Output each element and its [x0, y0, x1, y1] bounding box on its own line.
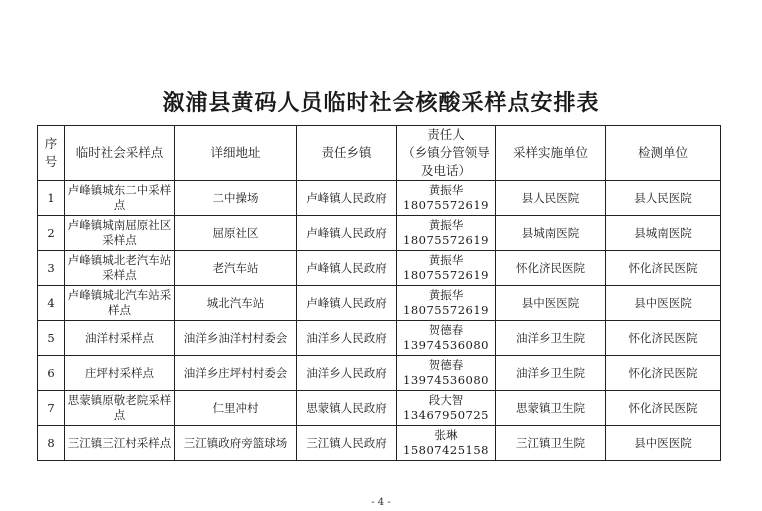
- contact-phone: 13467950725: [403, 408, 489, 422]
- row-unit: 油洋乡卫生院: [496, 356, 606, 391]
- row-lab: 县中医医院: [606, 426, 721, 461]
- header-contact: [397, 126, 496, 181]
- header-site: 临时社会采样点: [65, 126, 175, 181]
- row-lab: 怀化济民医院: [606, 251, 721, 286]
- table-row: [38, 426, 721, 461]
- row-township: 思蒙镇人民政府: [297, 391, 397, 426]
- row-lab: 县人民医院: [606, 181, 721, 216]
- contact-phone: 13974536080: [403, 338, 489, 352]
- row-site: 油洋村采样点: [65, 321, 175, 356]
- header-contact-line: 责任人: [427, 127, 465, 142]
- row-unit: 县城南医院: [496, 216, 606, 251]
- row-address: 三江镇政府旁篮球场: [175, 426, 297, 461]
- row-contact: [397, 181, 496, 216]
- header-township: 责任乡镇: [297, 126, 397, 181]
- row-lab: 县城南医院: [606, 216, 721, 251]
- row-contact: [397, 426, 496, 461]
- row-lab: 怀化济民医院: [606, 321, 721, 356]
- header-seq: 序号: [38, 126, 65, 181]
- row-contact: [397, 286, 496, 321]
- contact-phone: 18075572619: [403, 268, 489, 282]
- table-row: [38, 181, 721, 216]
- row-unit: 怀化济民医院: [496, 251, 606, 286]
- row-contact: [397, 356, 496, 391]
- contact-person: 黄振华: [428, 183, 464, 197]
- row-lab: 怀化济民医院: [606, 356, 721, 391]
- row-site: 卢峰镇城南屈原社区采样点: [65, 216, 175, 251]
- row-township: 油洋乡人民政府: [297, 356, 397, 391]
- table-row: [38, 251, 721, 286]
- row-site: 卢峰镇城北老汽车站采样点: [65, 251, 175, 286]
- table-row: [38, 216, 721, 251]
- row-township: 卢峰镇人民政府: [297, 216, 397, 251]
- contact-phone: 15807425158: [403, 443, 489, 457]
- row-contact: [397, 391, 496, 426]
- contact-person: 黄振华: [428, 253, 464, 267]
- contact-person: 贺德春: [428, 358, 464, 372]
- table-header-row: [38, 126, 721, 181]
- row-site: 思蒙镇原敬老院采样点: [65, 391, 175, 426]
- header-address: 详细地址: [175, 126, 297, 181]
- row-address: 油洋乡庄坪村村委会: [175, 356, 297, 391]
- row-address: 老汽车站: [175, 251, 297, 286]
- row-seq: 6: [38, 356, 65, 391]
- row-seq: 4: [38, 286, 65, 321]
- contact-person: 段大智: [428, 393, 464, 407]
- row-seq: 2: [38, 216, 65, 251]
- row-site: 庄坪村采样点: [65, 356, 175, 391]
- row-unit: 县人民医院: [496, 181, 606, 216]
- header-unit: 采样实施单位: [496, 126, 606, 181]
- contact-phone: 18075572619: [403, 303, 489, 317]
- row-township: 卢峰镇人民政府: [297, 251, 397, 286]
- row-address: 屈原社区: [175, 216, 297, 251]
- row-unit: 三江镇卫生院: [496, 426, 606, 461]
- page-title: 溆浦县黄码人员临时社会核酸采样点安排表: [162, 90, 600, 116]
- sampling-sites-table: [37, 125, 721, 461]
- header-lab: 检测单位: [606, 126, 721, 181]
- row-address: 油洋乡油洋村村委会: [175, 321, 297, 356]
- page-number: - 4 -: [371, 497, 391, 508]
- row-address: 城北汽车站: [175, 286, 297, 321]
- row-township: 卢峰镇人民政府: [297, 286, 397, 321]
- header-contact-line: 及电话）: [420, 163, 471, 178]
- row-township: 三江镇人民政府: [297, 426, 397, 461]
- row-seq: 7: [38, 391, 65, 426]
- row-township: 油洋乡人民政府: [297, 321, 397, 356]
- contact-phone: 13974536080: [403, 373, 489, 387]
- contact-person: 黄振华: [428, 218, 464, 232]
- row-seq: 5: [38, 321, 65, 356]
- contact-person: 黄振华: [428, 288, 464, 302]
- row-unit: 思蒙镇卫生院: [496, 391, 606, 426]
- row-site: 三江镇三江村采样点: [65, 426, 175, 461]
- row-address: 仁里冲村: [175, 391, 297, 426]
- row-contact: [397, 321, 496, 356]
- row-unit: 油洋乡卫生院: [496, 321, 606, 356]
- row-site: 卢峰镇城北汽车站采样点: [65, 286, 175, 321]
- contact-person: 贺德春: [428, 323, 464, 337]
- table-row: [38, 286, 721, 321]
- row-seq: 1: [38, 181, 65, 216]
- row-seq: 3: [38, 251, 65, 286]
- row-site: 卢峰镇城东二中采样点: [65, 181, 175, 216]
- contact-person: 张琳: [434, 428, 458, 442]
- row-unit: 县中医医院: [496, 286, 606, 321]
- table-row: [38, 356, 721, 391]
- row-seq: 8: [38, 426, 65, 461]
- table-row: [38, 321, 721, 356]
- row-contact: [397, 251, 496, 286]
- row-lab: 怀化济民医院: [606, 391, 721, 426]
- row-contact: [397, 216, 496, 251]
- header-contact-line: （乡镇分管领导: [402, 145, 490, 160]
- row-lab: 县中医医院: [606, 286, 721, 321]
- row-address: 二中操场: [175, 181, 297, 216]
- row-township: 卢峰镇人民政府: [297, 181, 397, 216]
- contact-phone: 18075572619: [403, 198, 489, 212]
- contact-phone: 18075572619: [403, 233, 489, 247]
- table-row: [38, 391, 721, 426]
